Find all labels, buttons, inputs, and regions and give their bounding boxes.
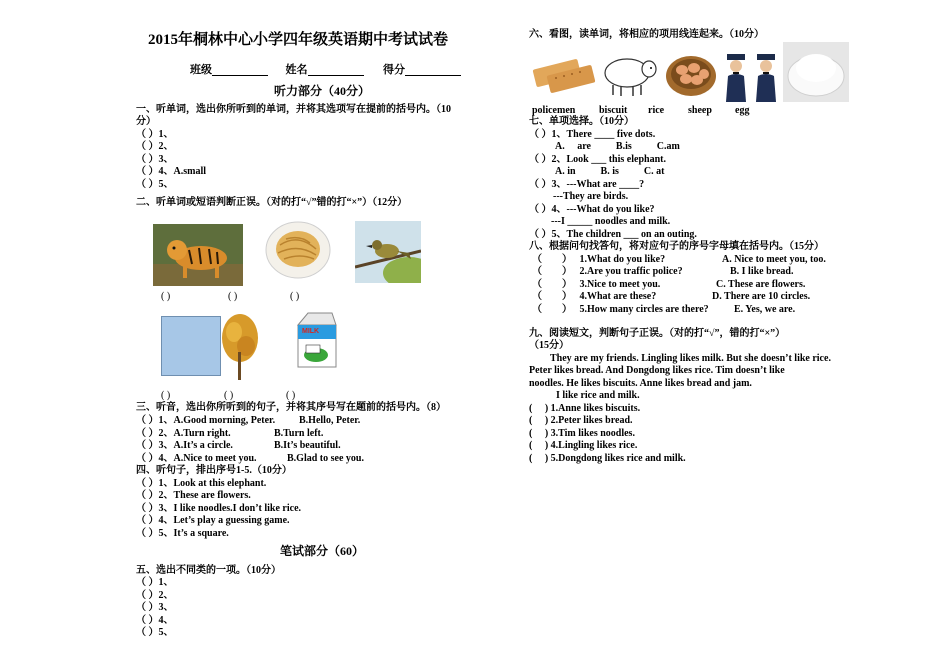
s7-line: （ ）3、---What are ____? [529,179,645,190]
written-heading: 笔试部分（60） [280,544,365,558]
noodles-picture [264,219,332,281]
s8-question: （ ） 5.How many circles are there? [532,304,709,315]
info-row [190,64,461,76]
s9-item: ( ) 2.Peter likes bread. [529,415,633,426]
s6-word: sheep [688,105,712,116]
s7-line: （ ）1、There ____ five dots. [529,129,656,140]
s3-item-b: B.Turn left. [274,428,324,439]
s5-item: （ ）3、 [136,602,174,613]
s3-item-a: （ ）1、A.Good morning, Peter. [136,415,276,426]
bird-picture [355,221,421,283]
s3-item-b: B.Hello, Peter. [299,415,361,426]
tree-picture [218,312,262,380]
s3-item-a: （ ）4、A.Nice to meet you. [136,453,257,464]
square-picture [161,316,221,376]
s4-item: （ ）2、These are flowers. [136,490,251,501]
s6-word: policemen [532,105,576,116]
s9-item: ( ) 5.Dongdong likes rice and milk. [529,453,686,464]
s5-item: （ ）1、 [136,577,174,588]
s7-line: ---I _____ noodles and milk. [551,216,671,227]
s2-bracket[interactable]: ( ) [228,291,238,302]
rice-picture [783,42,849,102]
s3-item-a: （ ）3、A.It’s a circle. [136,440,233,451]
s7-line: A. are B.is C.am [555,141,680,152]
s9-instruction-cont: （15分） [529,340,569,351]
s9-instruction: 九、阅读短文，判断句子正误。（对的打“√”，错的打“×”） [529,328,786,339]
s7-line: （ ）4、---What do you like? [529,204,655,215]
s9-passage-line: They are my friends. Lingling likes milk. But she doesn’t like rice. [550,353,831,364]
s8-answer: A. Nice to meet you, too. [722,254,826,265]
biscuit-picture [532,50,598,96]
s7-line: ---They are birds. [553,191,629,202]
s4-item: （ ）3、I like noodles.I don’t like rice. [136,503,302,514]
s9-item: ( ) 4.Lingling likes rice. [529,440,638,451]
milk-label: MILK [302,328,320,335]
s3-instruction: 三、听音，选出你所听到的句子，并将其序号写在题前的括号内。（8） [136,402,446,413]
s9-passage-line: noodles. He likes biscuits. Anne likes bread and jam. [529,378,752,389]
s1-item: （ ）4、A.small [136,166,206,177]
s2-instruction: 二、听单词或短语判断正误。（对的打“√”错的打“×”）（12分） [136,197,408,208]
s5-item: （ ）4、 [136,615,174,626]
s8-answer: D. There are 10 circles. [712,291,811,302]
s2-bracket[interactable]: ( ) [161,390,171,401]
s1-item: （ ）1、 [136,129,174,140]
s1-item: （ ）5、 [136,179,174,190]
score-label: 得分 [383,64,405,76]
class-blank[interactable] [212,65,268,76]
s4-item: （ ）4、Let’s play a guessing game. [136,515,290,526]
s6-word: rice [648,105,665,116]
s3-item-b: B.Glad to see you. [287,453,364,464]
milk-carton-picture [292,311,338,369]
s1-item: （ ）3、 [136,154,174,165]
s6-word: egg [735,105,750,116]
s9-passage-line: Peter likes bread. And Dongdong likes rice. Tim doesn’t like [529,365,785,376]
s2-bracket[interactable]: ( ) [161,291,171,302]
s8-question: （ ） 2.Are you traffic police? [532,266,683,277]
s8-answer: B. I like bread. [730,266,794,277]
s2-bracket[interactable]: ( ) [286,390,296,401]
s7-instruction: 七、单项选择。（10分） [529,116,634,127]
sheep-picture [601,51,661,97]
s4-item: （ ）5、It’s a square. [136,528,229,539]
listening-heading: 听力部分（40分） [274,84,371,98]
s3-item-a: （ ）2、A.Turn right. [136,428,231,439]
s4-item: （ ）1、Look at this elephant. [136,478,267,489]
s6-instruction: 六、看图，读单词，将相应的项用线连起来。（10分） [529,29,764,40]
eggs-picture [664,46,718,100]
s1-item: （ ）2、 [136,141,174,152]
name-blank[interactable] [308,65,364,76]
s1-instruction-cont: 分） [136,116,156,127]
s7-line: （ ）2、Look ___ this elephant. [529,154,666,165]
s2-bracket[interactable]: ( ) [290,291,300,302]
s7-line: A. in B. is C. at [555,166,665,177]
name-label: 姓名 [285,64,308,76]
s6-word: biscuit [599,105,628,116]
s1-instruction: 一、听单词，选出你所听到的单词，并将其选项写在提前的括号内。（10 [136,104,451,115]
s8-question: （ ） 3.Nice to meet you. [532,279,661,290]
s9-item: ( ) 1.Anne likes biscuits. [529,403,641,414]
s5-item: （ ）5、 [136,627,174,638]
s3-item-b: B.It’s beautiful. [274,440,341,451]
s8-answer: E. Yes, we are. [734,304,796,315]
s8-answer: C. These are flowers. [716,279,806,290]
s2-bracket[interactable]: ( ) [224,390,234,401]
class-label: 班级 [190,64,212,76]
s8-instruction: 八、根据问句找答句，将对应句子的序号字母填在括号内。（15分） [529,241,824,252]
s9-passage-line: I like rice and milk. [556,390,640,401]
policemen-picture [723,46,781,102]
s8-question: （ ） 4.What are these? [532,291,657,302]
score-blank[interactable] [405,65,461,76]
tiger-picture [153,224,243,286]
s9-item: ( ) 3.Tim likes noodles. [529,428,635,439]
s8-question: （ ） 1.What do you like? [532,254,666,265]
s5-instruction: 五、选出不同类的一项。（10分） [136,565,281,576]
s5-item: （ ）2、 [136,590,174,601]
page-title: 2015年桐林中心小学四年级英语期中考试试卷 [148,32,449,48]
s4-instruction: 四、听句子，排出序号1-5.（10分） [136,465,292,476]
s7-line: （ ）5、The children ___ on an outing. [529,229,697,240]
